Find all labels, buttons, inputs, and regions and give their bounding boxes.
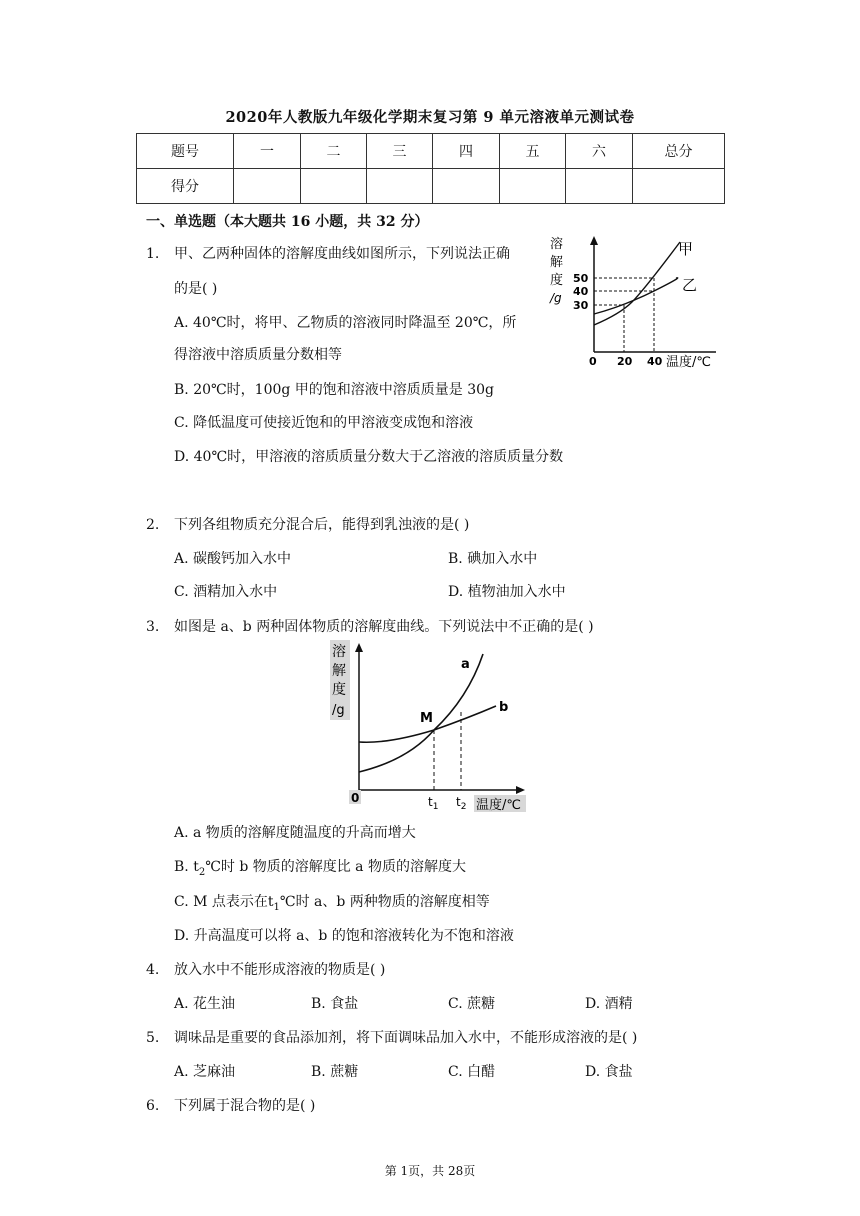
- q1-ytick-50: 50: [573, 272, 589, 285]
- q1-ylabel-3: 度: [550, 273, 564, 288]
- q3-label-a: a: [461, 657, 470, 672]
- page-footer: 第 1页，共 28页: [384, 1164, 476, 1178]
- q1-option-a-line1: A. 40℃时，将甲、乙物质的溶液同时降温至 20℃，所: [174, 315, 517, 331]
- q1-option-c: C. 降低温度可使接近饱和的甲溶液变成饱和溶液: [174, 415, 474, 431]
- q5-option-d: D. 食盐: [585, 1064, 633, 1080]
- q4-option-a: A. 花生油: [174, 996, 236, 1012]
- q3-ylabel-1: 溶: [332, 644, 346, 660]
- q3-option-d: D. 升高温度可以将 a、b 的饱和溶液转化为不饱和溶液: [174, 928, 514, 944]
- q6-stem: 下列属于混合物的是( ): [174, 1098, 316, 1114]
- q1-xtick-0: 0: [589, 355, 597, 368]
- q1-label-yi: 乙: [682, 276, 698, 294]
- score-input-4: [433, 169, 500, 204]
- q2-number: 2.: [146, 517, 160, 533]
- q1-y-axis-arrow: [590, 236, 598, 245]
- q1-xlabel: 温度/℃: [666, 355, 711, 370]
- score-cell-4: 四: [433, 134, 500, 169]
- q3-option-b: B. $t_2℃$时 b 物质的溶解度比 a 物质的溶解度大: [174, 859, 466, 878]
- q3-xlabel: 温度/℃: [476, 798, 521, 813]
- q1-number: 1.: [146, 246, 160, 262]
- q4-option-c: C. 蔗糖: [448, 996, 496, 1012]
- q5-number: 5.: [146, 1030, 160, 1046]
- q1-xtick-20: 20: [617, 355, 633, 368]
- score-input-3: [367, 169, 433, 204]
- q1-ytick-40: 40: [573, 285, 589, 298]
- q1-option-a-line2: 得溶液中溶质质量分数相等: [174, 347, 342, 363]
- q5-stem: 调味品是重要的食品添加剂，将下面调味品加入水中，不能形成溶液的是( ): [174, 1030, 638, 1046]
- q3-label-b: b: [499, 700, 509, 715]
- score-cell-label: 题号: [137, 134, 234, 169]
- q4-option-b: B. 食盐: [311, 996, 359, 1012]
- q3-option-a: A. a 物质的溶解度随温度的升高而增大: [174, 825, 416, 841]
- score-cell-1: 一: [234, 134, 301, 169]
- q1-ylabel-1: 溶: [550, 237, 564, 252]
- q5-option-c: C. 白醋: [448, 1064, 496, 1080]
- q5-option-b: B. 蔗糖: [311, 1064, 359, 1080]
- score-cell-5: 五: [500, 134, 566, 169]
- section-heading: 一、单选题（本大题共 16 小题，共 32 分）: [146, 214, 429, 230]
- score-row-label: 得分: [137, 169, 234, 204]
- score-cell-total: 总分: [633, 134, 725, 169]
- q3-ylabel-2: 解: [332, 663, 346, 679]
- q2-option-a: A. 碳酸钙加入水中: [174, 551, 292, 567]
- score-cell-2: 二: [301, 134, 367, 169]
- q1-curve-yi: [594, 278, 678, 314]
- q4-option-d: D. 酒精: [585, 996, 633, 1012]
- q1-option-d: D. 40℃时，甲溶液的溶质质量分数大于乙溶液的溶质质量分数: [174, 449, 564, 465]
- q3-point-m: M: [420, 711, 433, 726]
- score-input-2: [301, 169, 367, 204]
- score-table-score-row: [137, 169, 725, 204]
- q3-solubility-graph: [328, 638, 528, 814]
- q1-ylabel-4: /g: [550, 291, 562, 305]
- score-input-total: [633, 169, 725, 204]
- q2-option-c: C. 酒精加入水中: [174, 584, 278, 600]
- q1-label-jia: 甲: [678, 240, 694, 258]
- q5-option-a: A. 芝麻油: [174, 1064, 236, 1080]
- q3-y-axis-arrow: [355, 643, 363, 652]
- score-cell-3: 三: [367, 134, 433, 169]
- q1-xtick-40: 40: [647, 355, 663, 368]
- q1-ylabel-2: 解: [550, 255, 564, 270]
- q3-xtick-t2: $t_2$: [456, 795, 467, 812]
- q1-ytick-30: 30: [573, 299, 589, 312]
- q1-stem-line2: 的是( ): [174, 281, 218, 297]
- q3-x-axis-arrow: [516, 786, 525, 794]
- q3-ylabel-3: 度: [332, 682, 346, 698]
- q1-solubility-graph: [548, 232, 728, 370]
- q3-ylabel-4: /g: [332, 703, 345, 718]
- q3-number: 3.: [146, 619, 160, 635]
- q6-number: 6.: [146, 1098, 160, 1114]
- page-title: 2020年人教版九年级化学期末复习第 9 单元溶液单元测试卷: [225, 109, 635, 126]
- q1-curve-jia: [594, 242, 680, 325]
- q2-option-d: D. 植物油加入水中: [448, 584, 566, 600]
- q1-option-b: B. 20℃时，100g 甲的饱和溶液中溶质质量是 30g: [174, 382, 495, 398]
- q3-origin: 0: [351, 791, 360, 805]
- q1-stem-line1: 甲、乙两种固体的溶解度曲线如图所示，下列说法正确: [174, 246, 510, 262]
- score-cell-6: 六: [566, 134, 633, 169]
- q3-stem: 如图是 a、b 两种固体物质的溶解度曲线。下列说法中不正确的是( ): [174, 619, 594, 635]
- score-input-1: [234, 169, 301, 204]
- score-table: [136, 133, 725, 204]
- q4-stem: 放入水中不能形成溶液的物质是( ): [174, 962, 386, 978]
- score-table-header-row: [137, 134, 725, 169]
- q4-number: 4.: [146, 962, 160, 978]
- q3-xtick-t1: $t_1$: [428, 795, 439, 812]
- q2-option-b: B. 碘加入水中: [448, 551, 538, 567]
- q3-option-c: C. M 点表示在$t_1℃$时 a、b 两种物质的溶解度相等: [174, 894, 490, 913]
- score-input-6: [566, 169, 633, 204]
- score-input-5: [500, 169, 566, 204]
- q2-stem: 下列各组物质充分混合后，能得到乳浊液的是( ): [174, 517, 470, 533]
